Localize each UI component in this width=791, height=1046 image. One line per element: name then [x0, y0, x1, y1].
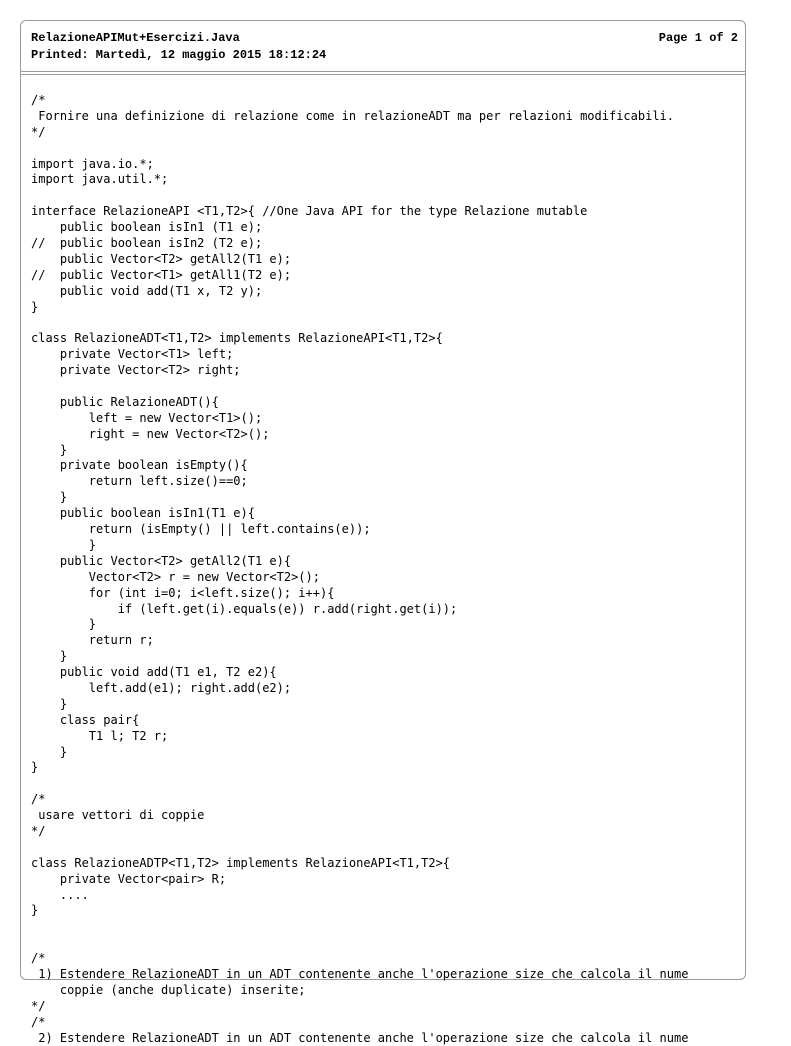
code-listing: [31, 93, 791, 1046]
code-line: public Vector<T2> getAll2(T1 e){: [31, 553, 292, 568]
header-separator: [21, 71, 745, 75]
code-line: private boolean isEmpty(){: [31, 458, 248, 473]
code-line: public void add(T1 x, T2 y);: [31, 283, 263, 298]
code-line: [31, 776, 791, 792]
code-line: right = new Vector<T2>();: [31, 426, 270, 441]
code-line: */: [31, 124, 46, 139]
code-line: return (isEmpty() || left.contains(e));: [31, 522, 371, 537]
code-line: public boolean isIn1(T1 e){: [31, 506, 255, 521]
code-line: ....: [31, 887, 89, 902]
code-line: coppie (anche duplicate) inserite;: [31, 982, 306, 997]
code-line: /*: [31, 1014, 46, 1029]
code-line: }: [31, 490, 68, 505]
code-line: left = new Vector<T1>();: [31, 410, 263, 425]
code-line: */: [31, 823, 46, 838]
code-line: import java.io.*;: [31, 156, 154, 171]
code-line: }: [31, 617, 97, 632]
code-line: /*: [31, 792, 46, 807]
code-line: left.add(e1); right.add(e2);: [31, 680, 292, 695]
code-line: [31, 935, 791, 951]
code-line: private Vector<pair> R;: [31, 871, 227, 886]
code-line: Fornire una definizione di relazione come in relazioneADT ma per relazioni modificabili.: [31, 108, 674, 123]
code-line: }: [31, 442, 68, 457]
code-line: // public Vector<T1> getAll1(T2 e);: [31, 267, 292, 282]
code-line: }: [31, 649, 68, 664]
printed-date: Printed: Martedì, 12 maggio 2015 18:12:24: [31, 48, 327, 62]
code-line: public void add(T1 e1, T2 e2){: [31, 665, 277, 680]
code-line: return r;: [31, 633, 154, 648]
file-name: RelazioneAPIMut+Esercizi.Java: [31, 31, 240, 45]
code-line: private Vector<T1> left;: [31, 347, 234, 362]
code-line: }: [31, 696, 68, 711]
code-line: [31, 315, 791, 331]
code-line: [31, 188, 791, 204]
code-line: if (left.get(i).equals(e)) r.add(right.get(i));: [31, 601, 458, 616]
code-line: [31, 919, 791, 935]
code-line: 2) Estendere RelazioneADT in un ADT contenente anche l'operazione size che calcola il nume: [31, 1030, 689, 1045]
code-line: // public boolean isIn2 (T2 e);: [31, 236, 263, 251]
code-line: public Vector<T2> getAll2(T1 e);: [31, 251, 292, 266]
code-line: T1 l; T2 r;: [31, 728, 169, 743]
code-line: }: [31, 537, 97, 552]
code-line: return left.size()==0;: [31, 474, 248, 489]
code-line: 1) Estendere RelazioneADT in un ADT contenente anche l'operazione size che calcola il nume: [31, 966, 689, 981]
code-line: }: [31, 744, 68, 759]
code-line: /*: [31, 93, 46, 107]
page-header: [21, 21, 745, 69]
code-line: class RelazioneADTP<T1,T2> implements RelazioneAPI<T1,T2>{: [31, 855, 451, 870]
code-line: */: [31, 998, 46, 1013]
code-line: }: [31, 760, 39, 775]
code-line: /*: [31, 951, 46, 966]
code-line: }: [31, 299, 39, 314]
code-line: public RelazioneADT(){: [31, 394, 219, 409]
code-line: interface RelazioneAPI <T1,T2>{ //One Java API for the type Relazione mutable: [31, 204, 588, 219]
code-line: class pair{: [31, 712, 140, 727]
code-line: [31, 379, 791, 395]
code-line: Vector<T2> r = new Vector<T2>();: [31, 569, 320, 584]
code-line: }: [31, 903, 39, 918]
code-line: [31, 141, 791, 157]
code-line: usare vettori di coppie: [31, 808, 205, 823]
page-number: Page 1 of 2: [658, 31, 738, 45]
code-line: class RelazioneADT<T1,T2> implements RelazioneAPI<T1,T2>{: [31, 331, 443, 346]
code-line: public boolean isIn1 (T1 e);: [31, 220, 263, 235]
code-line: [31, 840, 791, 856]
printed-page: [20, 20, 746, 1045]
code-line: for (int i=0; i<left.size(); i++){: [31, 585, 335, 600]
code-line: import java.util.*;: [31, 172, 169, 187]
code-line: private Vector<T2> right;: [31, 363, 241, 378]
